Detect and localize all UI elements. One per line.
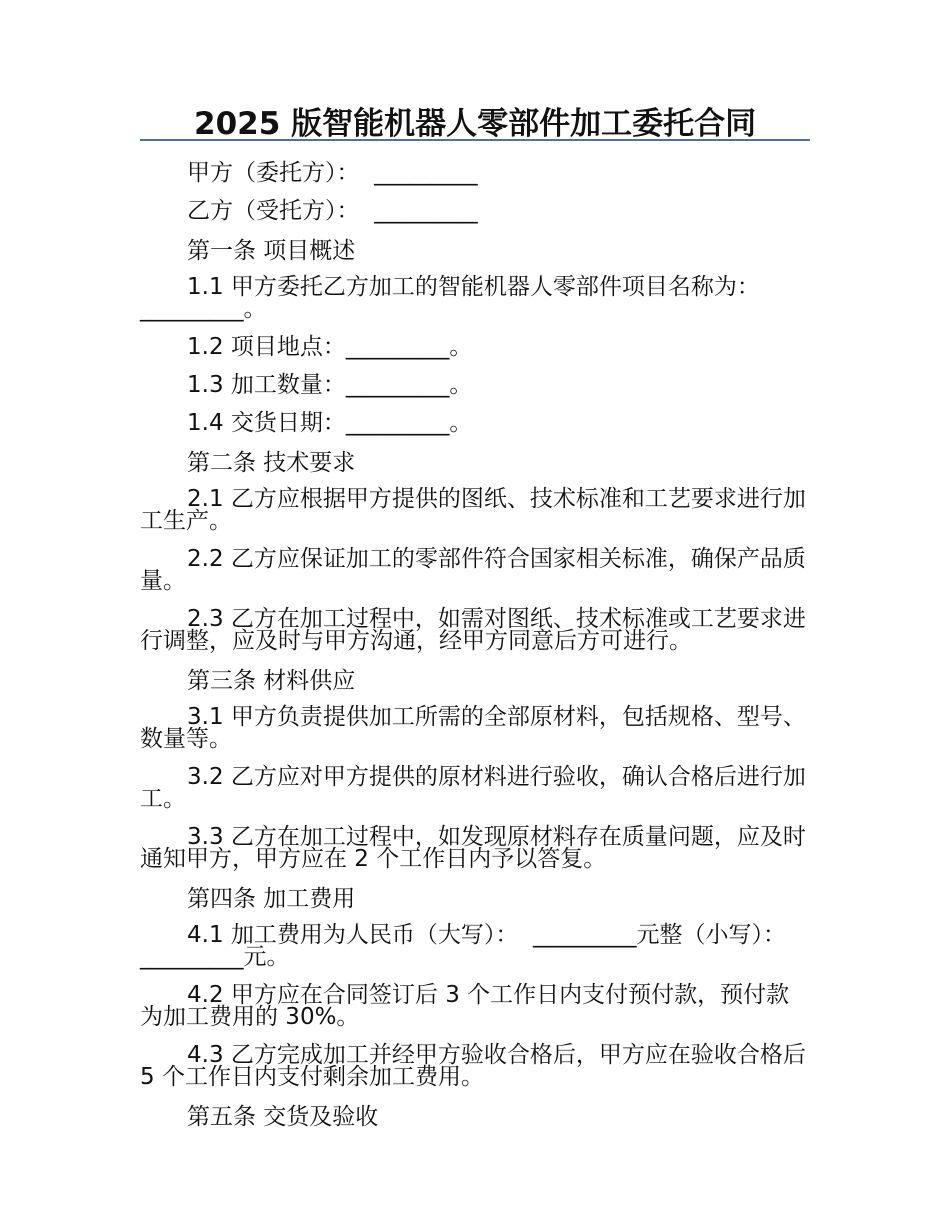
party-b-line: 乙方（受托方）： _________: [187, 198, 478, 224]
clause-4-2: 4.2 甲方应在合同签订后 3 个工作日内支付预付款，预付款为加工费用的 30%。: [140, 982, 790, 1030]
clause-4-1: 4.1 加工费用为人民币（大写）： _________元整（小写）： _________元。: [140, 922, 801, 970]
section-heading-3: 第三条 材料供应: [187, 668, 356, 694]
clause-4-3: 4.3 乙方完成加工并经甲方验收合格后，甲方应在验收合格后 5 个工作日内支付剩余加工费用。: [140, 1042, 814, 1090]
section-heading-4: 第四条 加工费用: [187, 886, 356, 912]
section-heading-5: 第五条 交货及验收: [187, 1104, 379, 1130]
clause-3-2: 3.2 乙方应对甲方提供的原材料进行验收，确认合格后进行加工。: [140, 764, 806, 812]
title-underline: [140, 139, 810, 141]
clause-2-2: 2.2 乙方应保证加工的零部件符合国家相关标准，确保产品质量。: [140, 546, 806, 594]
section-heading-2: 第二条 技术要求: [187, 450, 356, 476]
party-a-line: 甲方（委托方）： _________: [187, 160, 478, 186]
clause-1-1: 1.1 甲方委托乙方加工的智能机器人零部件项目名称为：_________。: [140, 274, 760, 322]
clause-1-2: 1.2 项目地点：_________。: [187, 334, 473, 360]
clause-2-3: 2.3 乙方在加工过程中，如需对图纸、技术标准或工艺要求进行调整，应及时与甲方沟通，经甲方同意后方可进行。: [140, 606, 806, 654]
clause-3-3: 3.3 乙方在加工过程中，如发现原材料存在质量问题，应及时通知甲方，甲方应在 2 个工作日内予以答复。: [140, 824, 806, 872]
clause-2-1: 2.1 乙方应根据甲方提供的图纸、技术标准和工艺要求进行加工生产。: [140, 486, 806, 534]
clause-1-3: 1.3 加工数量：_________。: [187, 372, 473, 398]
contract-body: [140, 155, 814, 1135]
contract-title: 2025 版智能机器人零部件加工委托合同: [194, 106, 757, 142]
section-heading-1: 第一条 项目概述: [187, 238, 356, 264]
clause-1-4: 1.4 交货日期：_________。: [187, 410, 473, 436]
clause-3-1: 3.1 甲方负责提供加工所需的全部原材料，包括规格、型号、数量等。: [140, 704, 806, 752]
